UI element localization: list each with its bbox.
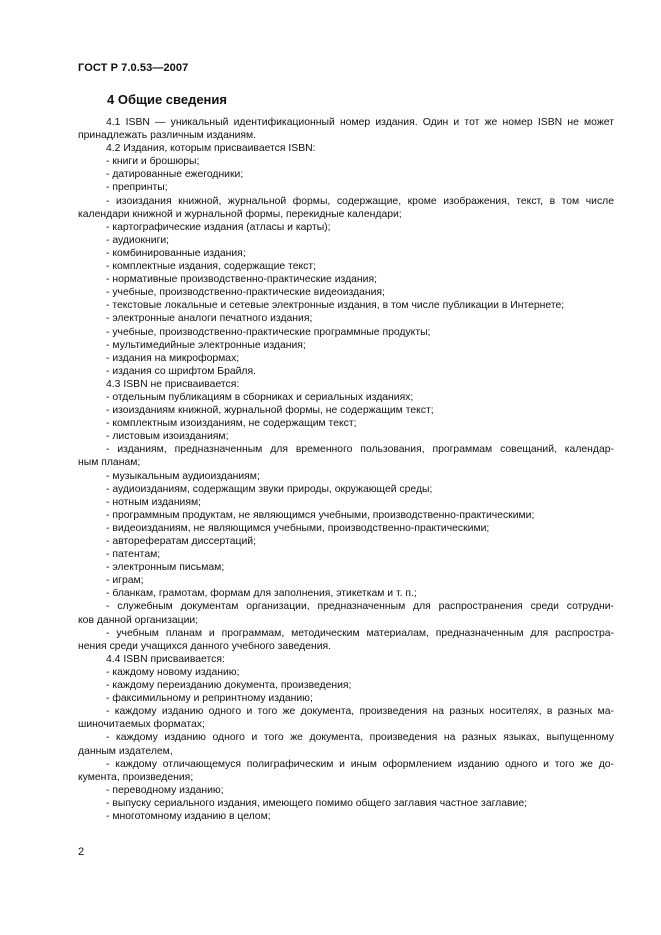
list-item: - выпуску сериального издания, имеющего помимо общего заглавия частное заглавие; [106,797,527,809]
list-item: - служебным документам организации, предназначенным для распространения среди сотрудни- [106,601,614,613]
list-item: - мультимедийные электронные издания; [106,339,306,351]
text-line: 4.2 Издания, которым присваивается ISBN: [106,143,316,155]
list-item: - изоиздания книжной, журнальной формы, содержащие, кроме изображения, текст, в том числе [106,195,614,207]
list-item: - препринты; [106,182,168,194]
list-item: - картографические издания (атласы и карты); [106,221,331,233]
list-item: - факсимильному и репринтному изданию; [106,693,313,705]
list-item: - комбинированные издания; [106,247,246,259]
list-item: - аудиоизданиям, содержащим звуки природы, окружающей среды; [106,483,433,495]
list-item: - патентам; [106,549,161,561]
list-item: - каждому новому изданию; [106,666,240,678]
list-item: - изданиям, предназначенным для временного пользования, программам совещаний, календар- [106,444,614,456]
text-line: нения среди учащихся данного учебного заведения. [78,640,332,652]
section-title: 4 Общие сведения [107,92,227,107]
list-item: - электронные аналоги печатного издания; [106,313,313,325]
body-text [78,116,614,823]
list-item: - текстовые локальные и сетевые электронные издания, в том числе публикации в Интернете; [106,300,565,312]
list-item: - электронным письмам; [106,562,225,574]
list-item: - бланкам, грамотам, формам для заполнения, этикеткам и т. п.; [106,588,417,600]
document-header: ГОСТ Р 7.0.53—2007 [78,62,189,74]
list-item: - переводному изданию; [106,784,224,796]
list-item: - каждому отличающемуся полиграфическим и иным оформлением изданию одного и того же до- [106,758,614,770]
list-item: - видеоизданиям, не являющимся учебными, производственно-практическими; [106,522,490,534]
list-item: - нотным изданиям; [106,496,202,508]
list-item: - учебные, производственно-практические видеоиздания; [106,287,385,299]
list-item: - изоизданиям книжной, журнальной формы, не содержащим текст; [106,405,434,417]
text-line: календари книжной и журнальной формы, перекидные календари; [78,208,402,220]
list-item: - датированные ежегодники; [106,169,244,181]
list-item: - издания со шрифтом Брайля. [106,365,257,377]
text-line: кумента, произведения; [78,771,194,783]
list-item: - каждому изданию одного и того же документа, произведения на разных языках, выпущенному [106,732,614,744]
list-item: - нормативные производственно-практические издания; [106,274,377,286]
list-item: - программным продуктам, не являющимся учебными, производственно-практическими; [106,509,535,521]
list-item: - листовым изоизданиям; [106,431,229,443]
list-item: - комплектным изоизданиям, не содержащим текст; [106,418,357,430]
text-line: ков данной организации; [78,614,199,626]
text-line: принадлежать различным изданиям. [78,130,257,142]
text-line: 4.1 ISBN — уникальный идентификационный номер издания. Один и тот же номер ISBN не может [106,117,614,128]
list-item: - учебные, производственно-практические программные продукты; [106,326,431,338]
list-item: - отдельным публикациям в сборниках и сериальных изданиях; [106,391,414,403]
text-line: 4.3 ISBN не присваивается: [106,378,240,390]
list-item: - авторефератам диссертаций; [106,536,256,547]
list-item: - музыкальным аудиоизданиям; [106,470,260,482]
list-item: - каждому переизданию документа, произведения; [106,680,352,692]
list-item: - издания на микроформах; [106,352,240,364]
list-item: - многотомному изданию в целом; [106,810,271,822]
list-item: - играм; [106,575,144,587]
text-line: шиночитаемых форматах; [78,719,205,731]
list-item: - комплектные издания, содержащие текст; [106,261,316,273]
text-line: данным издателем, [78,745,173,757]
text-line: 4.4 ISBN присваивается: [106,653,225,665]
text-line: ным планам; [78,457,141,469]
list-item: - книги и брошюры; [106,156,200,168]
list-item: - учебным планам и программам, методическим материалам, предназначенным для распростра- [106,627,614,639]
list-item: - аудиокниги; [106,234,170,246]
list-item: - каждому изданию одного и того же документа, произведения на разных носителях, в разных ма- [106,706,614,718]
page-number: 2 [78,846,85,858]
